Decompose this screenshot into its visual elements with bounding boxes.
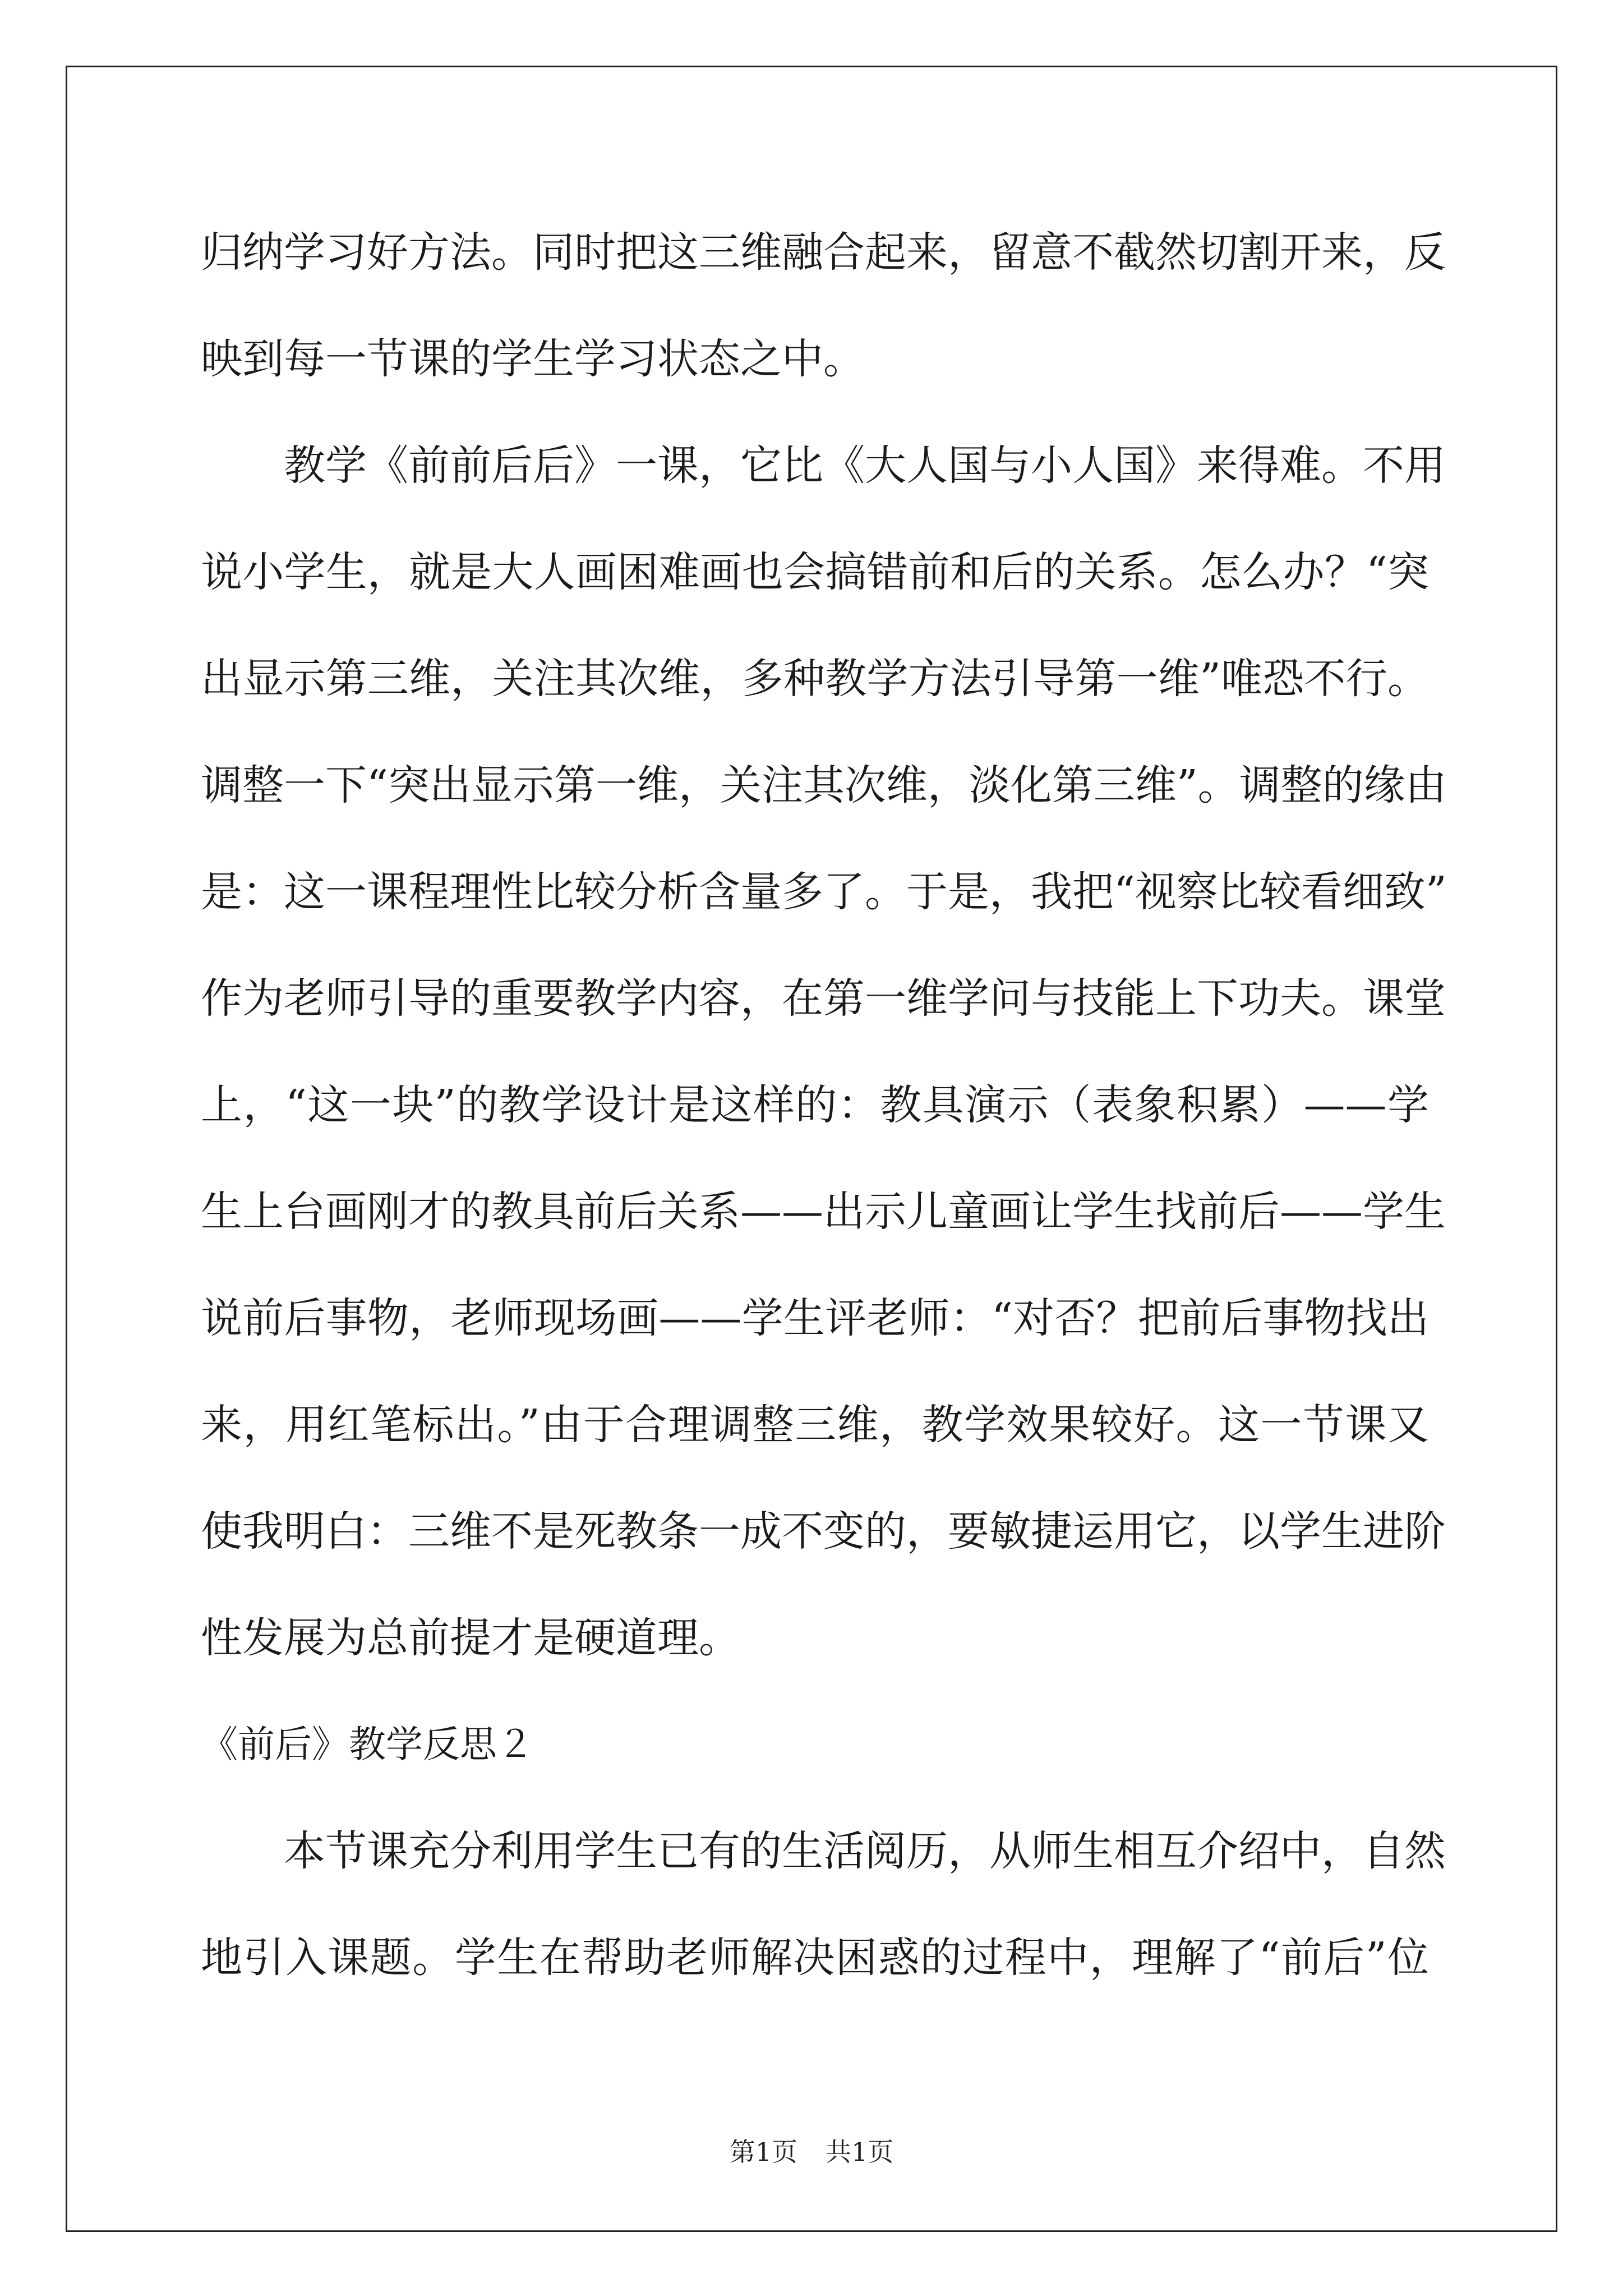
text-line: 上，“这一块”的教学设计是这样的：教具演示（表象积累）——学 <box>201 1081 1429 1129</box>
text-line: 出显示第三维，关注其次维，多种教学方法引导第一维”唯恐不行。 <box>201 655 1429 703</box>
text-line: 映到每一节课的学生学习状态之中。 <box>201 335 865 383</box>
section-heading: 《前后》教学反思２ <box>201 1723 534 1766</box>
text-line: 性发展为总前提才是硬道理。 <box>201 1614 740 1662</box>
text-line: 说小学生，就是大人画困难画也会搞错前和后的关系。怎么办？“突 <box>201 548 1429 596</box>
text-line: 调整一下“突出显示第一维，关注其次维，淡化第三维”。调整的缘由 <box>201 761 1447 809</box>
text-line: 归纳学习好方法。同时把这三维融合起来，留意不截然切割开来，反 <box>201 228 1446 277</box>
text-line: 生上台画刚才的教具前后关系——出示儿童画让学生找前后——学生 <box>201 1188 1446 1236</box>
text-line: 使我明白：三维不是死教条一成不变的，要敏捷运用它，以学生进阶 <box>201 1507 1446 1556</box>
text-line: 说前后事物，老师现场画——学生评老师：“对否？把前后事物找出 <box>201 1294 1429 1342</box>
text-line: 是：这一课程理性比较分析含量多了。于是，我把“视察比较看细致” <box>201 868 1447 916</box>
page-number: 第1页 <box>729 2137 797 2167</box>
text-line: 作为老师引导的重要教学内容，在第一维学问与技能上下功夫。课堂 <box>201 974 1446 1023</box>
page-total: 共1页 <box>826 2137 894 2167</box>
text-line: 地引入课题。学生在帮助老师解决困惑的过程中，理解了“前后”位 <box>201 1934 1429 1982</box>
page-footer <box>0 2132 1623 2169</box>
text-line: 教学《前前后后》一课，它比《大人国与小人国》来得难。不用 <box>284 441 1446 490</box>
document-body <box>201 208 1447 2019</box>
text-line: 本节课充分利用学生已有的生活阅历，从师生相互介绍中，自然 <box>284 1827 1446 1875</box>
text-line: 来，用红笔标出。”由于合理调整三维，教学效果较好。这一节课又 <box>201 1401 1429 1449</box>
